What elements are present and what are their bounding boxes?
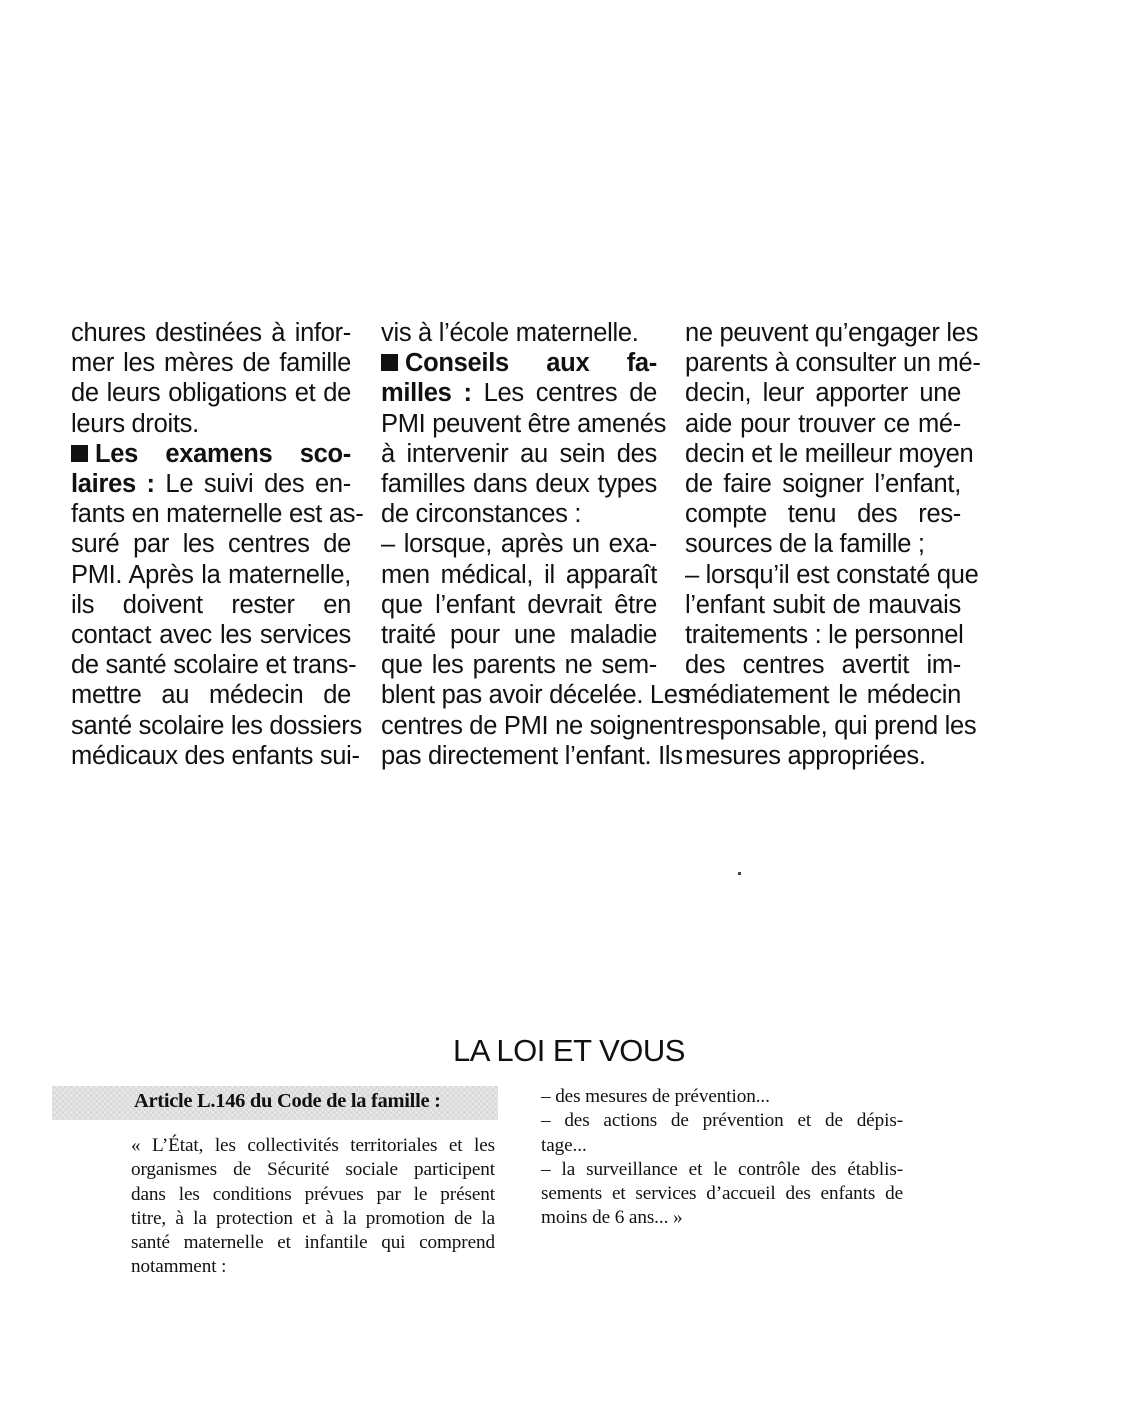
text-line xyxy=(71,711,362,741)
line-text: santé maternelle et infantile qui comprend xyxy=(131,1232,495,1254)
text-line xyxy=(381,741,683,771)
line-text: centres de PMI ne soignent xyxy=(381,711,684,740)
text-line xyxy=(71,529,351,559)
section-bullet-square xyxy=(71,445,88,462)
text-line xyxy=(381,439,657,469)
line-text: titre, à la protection et à la promotion de la xyxy=(131,1207,495,1229)
text-line xyxy=(131,1255,495,1279)
line-text: ne peuvent qu’engager les xyxy=(685,319,979,347)
text-line xyxy=(685,620,964,650)
line-text: à intervenir au sein des xyxy=(381,439,657,468)
line-text: tage... xyxy=(541,1134,587,1156)
line-text: mer les mères de famille xyxy=(71,349,351,378)
law-text-left xyxy=(131,1134,495,1280)
line-text: – lorsqu’il est constaté que xyxy=(685,560,979,589)
text-line xyxy=(71,620,351,650)
text-line xyxy=(71,499,364,529)
line-text: ils doivent rester en xyxy=(71,590,351,619)
line-text: – des actions de prévention et de dépis- xyxy=(541,1110,903,1132)
text-line xyxy=(71,439,351,469)
line-text: sements et services d’accueil des enfants de xyxy=(541,1183,903,1205)
text-line xyxy=(71,590,351,620)
section-heading-text: milles : xyxy=(381,379,472,408)
text-line xyxy=(685,560,979,590)
text-column-2 xyxy=(381,318,691,771)
line-text: de santé scolaire et trans- xyxy=(71,651,357,680)
line-text: blent pas avoir décelée. Les xyxy=(381,681,691,710)
line-text: mettre au médecin de xyxy=(71,681,351,710)
text-line xyxy=(131,1231,495,1255)
line-text: mesures appropriées. xyxy=(685,741,926,770)
text-line xyxy=(685,741,961,771)
line-text: parents à consulter un mé- xyxy=(685,349,981,378)
text-line xyxy=(685,590,961,620)
text-line xyxy=(381,711,684,741)
line-text: – la surveillance et le contrôle des établis- xyxy=(541,1158,903,1180)
text-line xyxy=(381,499,657,529)
text-line xyxy=(381,650,657,680)
line-text: decin et le meilleur moyen xyxy=(685,439,974,468)
text-column-3 xyxy=(685,318,981,771)
section-bullet-square xyxy=(381,354,398,371)
text-line xyxy=(685,409,961,439)
line-text: que les parents ne sem- xyxy=(381,651,657,680)
line-text: decin, leur apporter une xyxy=(685,379,961,408)
line-text: fants en maternelle est as- xyxy=(71,500,364,529)
line-text: médicaux des enfants sui- xyxy=(71,741,360,770)
line-text: médiatement le médecin xyxy=(685,681,961,710)
text-line xyxy=(381,409,667,439)
text-line xyxy=(685,378,961,408)
line-text: PMI. Après la maternelle, xyxy=(71,560,351,589)
line-text: santé scolaire les dossiers xyxy=(71,711,362,740)
text-line xyxy=(685,711,977,741)
text-line xyxy=(685,650,961,680)
text-line xyxy=(685,469,961,499)
line-text: Le suivi des en- xyxy=(154,470,351,499)
text-line xyxy=(381,620,657,650)
text-line xyxy=(71,348,351,378)
text-line xyxy=(71,680,351,710)
text-line xyxy=(71,318,351,348)
line-text: l’enfant subit de mauvais xyxy=(685,590,961,619)
law-section-title: LA LOI ET VOUS xyxy=(453,1033,685,1068)
text-line xyxy=(71,650,357,680)
text-column-1 xyxy=(71,318,364,771)
law-text-right xyxy=(541,1085,903,1231)
line-text: leurs droits. xyxy=(71,409,199,438)
text-line xyxy=(685,680,961,710)
text-line xyxy=(71,378,351,408)
text-line xyxy=(685,439,974,469)
text-line xyxy=(381,318,657,348)
line-text: notamment : xyxy=(131,1256,227,1278)
text-line xyxy=(685,529,961,559)
text-line xyxy=(541,1158,903,1182)
line-text: moins de 6 ans... » xyxy=(541,1207,683,1229)
text-line xyxy=(381,469,657,499)
line-text: responsable, qui prend les xyxy=(685,711,977,740)
text-line xyxy=(541,1085,903,1109)
section-heading-text: laires : xyxy=(71,470,155,499)
text-line xyxy=(71,469,351,499)
line-text: pas directement l’enfant. Ils xyxy=(381,741,683,770)
text-line xyxy=(541,1109,903,1133)
section-heading-text: Les examens sco- xyxy=(95,439,351,468)
text-line xyxy=(381,529,657,559)
text-line xyxy=(131,1134,495,1158)
line-text: des centres avertit im- xyxy=(685,651,961,680)
line-text: contact avec les services xyxy=(71,621,351,650)
line-text: suré par les centres de xyxy=(71,530,351,559)
line-text: de circonstances : xyxy=(381,500,582,529)
line-text: traitements : le personnel xyxy=(685,621,964,650)
text-line xyxy=(381,680,691,710)
text-line xyxy=(381,378,657,408)
text-line xyxy=(685,499,961,529)
line-text: compte tenu des res- xyxy=(685,500,961,529)
text-line xyxy=(131,1207,495,1231)
line-text: – lorsque, après un exa- xyxy=(381,530,657,559)
line-text: men médical, il apparaît xyxy=(381,560,657,589)
article-heading-box xyxy=(52,1086,498,1120)
text-line xyxy=(71,409,351,439)
line-text: PMI peuvent être amenés xyxy=(381,409,667,438)
text-line xyxy=(381,348,657,378)
text-line xyxy=(685,348,981,378)
line-text: dans les conditions prévues par le présent xyxy=(131,1183,495,1205)
line-text: « L’État, les collectivités territoriales et les xyxy=(131,1135,495,1156)
line-text: aide pour trouver ce mé- xyxy=(685,409,961,438)
text-line xyxy=(71,741,360,771)
text-line xyxy=(131,1183,495,1207)
text-line xyxy=(541,1182,903,1206)
text-line xyxy=(381,590,657,620)
line-text: de faire soigner l’enfant, xyxy=(685,470,961,499)
article-heading: Article L.146 du Code de la famille : xyxy=(134,1090,441,1112)
line-text: sources de la famille ; xyxy=(685,530,925,559)
print-speck xyxy=(738,872,741,875)
line-text: de leurs obligations et de xyxy=(71,379,351,408)
line-text: familles dans deux types xyxy=(381,470,657,499)
section-heading-text: Conseils aux fa- xyxy=(405,349,657,378)
line-text: que l’enfant devrait être xyxy=(381,590,657,619)
text-line xyxy=(541,1134,903,1158)
text-line xyxy=(541,1206,903,1230)
text-line xyxy=(685,318,979,348)
line-text: traité pour une maladie xyxy=(381,621,657,650)
line-text: chures destinées à infor- xyxy=(71,319,351,347)
text-line xyxy=(131,1158,495,1182)
line-text: – des mesures de prévention... xyxy=(541,1086,770,1107)
line-text: vis à l’école maternelle. xyxy=(381,319,639,347)
text-line xyxy=(381,560,657,590)
line-text: Les centres de xyxy=(471,379,657,408)
text-line xyxy=(71,560,351,590)
line-text: organismes de Sécurité sociale participent xyxy=(131,1159,495,1181)
